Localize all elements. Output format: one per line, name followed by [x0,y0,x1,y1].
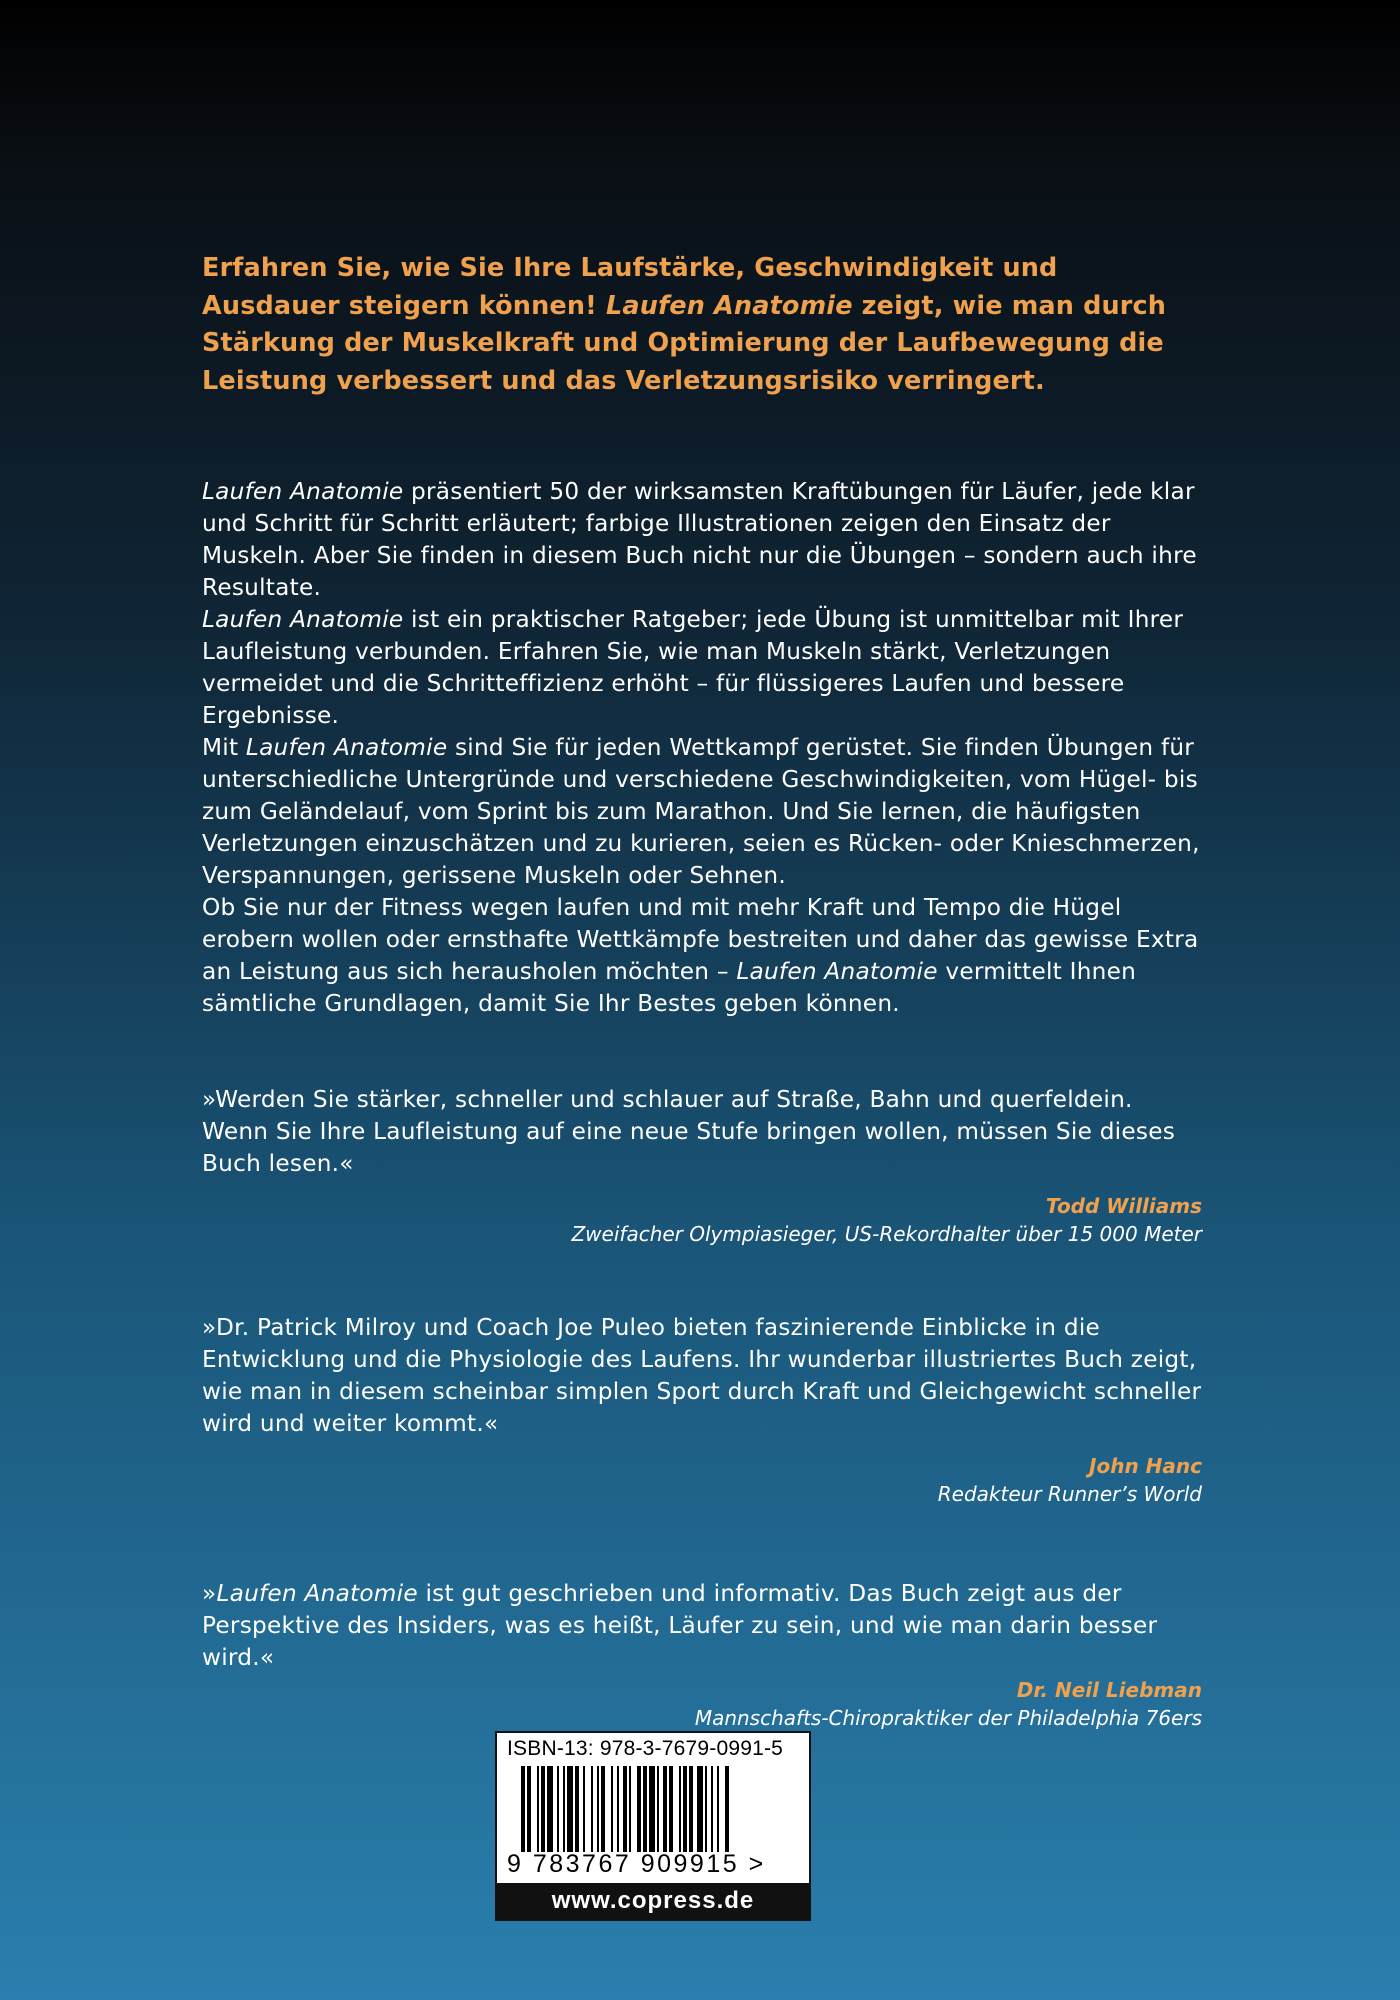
paragraph-text: präsentiert 50 der wirksamsten Kraftübungen für Läufer, jede klar und Schritt für Schritt erläutert; farbige Illustrationen zeigen den Einsatz der Muskeln. Aber Sie finden in diesem Buch nicht nur die Übungen – sondern auch ihre Resultate. [202,478,1197,601]
testimonial-author: Dr. Neil Liebman [1016,1678,1202,1702]
paragraph-text: ist ein praktischer Ratgeber; jede Übung ist unmittelbar mit Ihrer Laufleistung verbunden. Erfahren Sie, wie man Muskeln stärkt, Verletzungen vermeidet und die Schritteffizienz erhöht – für flüssigeres Laufen und bessere Ergebnisse. [202,606,1184,729]
description [202,476,1202,1020]
description-paragraph-2 [202,604,1202,732]
description-paragraph-1 [202,476,1202,604]
testimonial-1 [202,1084,1202,1248]
testimonial-attribution [202,1452,1202,1508]
paragraph-text: Ob Sie nur der Fitness wegen laufen und mit mehr Kraft und Tempo die Hügel erobern wollen oder ernsthafte Wettkämpfe bestreiten und daher das gewisse Extra an Leistung aus sich herausholen möchten – [202,894,1199,985]
book-title: Laufen Anatomie [216,1580,418,1607]
testimonial-role: Zweifacher Olympiasieger, US-Rekordhalter über 15 000 Meter [571,1222,1202,1246]
paragraph-text: Mit [202,734,246,761]
isbn-number: ISBN-13: 978-3-7679-0991-5 [507,1737,784,1760]
testimonial-author: John Hanc [1089,1454,1202,1478]
testimonial-role: Redakteur Runner’s World [937,1482,1202,1506]
intro-blurb [202,250,1202,400]
isbn-barcode [495,1731,811,1921]
testimonial-author: Todd Williams [1045,1194,1202,1218]
paragraph-text: sind Sie für jeden Wettkampf gerüstet. Sie finden Übungen für unterschiedliche Untergründe und verschiedene Geschwindigkeiten, vom Hügel- bis zum Geländelauf, vom Sprint bis zum Marathon. Und Sie lernen, die häufigsten Verletzungen einzuschätzen und zu kurieren, seien es Rücken- oder Knieschmerzen, Verspannungen, gerissene Muskeln oder Sehnen. [202,734,1200,889]
testimonial-text: »Dr. Patrick Milroy und Coach Joe Puleo bieten faszinierende Einblicke in die Entwicklung und die Physiologie des Laufens. Ihr wunderbar illustriertes Buch zeigt, wie man in diesem scheinbar simplen Sport durch Kraft und Gleichgewicht schneller wird und weiter kommt.« [202,1314,1202,1437]
intro-part2: zeigt, wie man durch Stärkung der Muskelkraft und Optimierung der Laufbewegung die Leistung verbessert und das Verletzungsrisiko verringert. [202,290,1167,396]
book-title: Laufen Anatomie [202,606,404,633]
back-cover-content [202,250,1202,1732]
paragraph-text: vermittelt Ihnen sämtliche Grundlagen, damit Sie Ihr Bestes geben können. [202,958,1137,1017]
testimonial-text: »Werden Sie stärker, schneller und schlauer auf Straße, Bahn und querfeldein. Wenn Sie Ihre Laufleistung auf eine neue Stufe bringen wollen, müssen Sie dieses Buch lesen.« [202,1086,1176,1177]
intro-book-title: Laufen Anatomie [605,290,853,321]
testimonial-attribution [202,1676,1202,1732]
testimonial-role: Mannschafts-Chiropraktiker der Philadelphia 76ers [694,1706,1202,1730]
testimonial-3 [202,1578,1202,1732]
barcode-digits: 9 783767 909915 > [507,1850,766,1878]
testimonial-2 [202,1312,1202,1508]
testimonial-text [202,1578,1202,1674]
book-title: Laufen Anatomie [736,958,938,985]
description-paragraph-4 [202,892,1202,1020]
publisher-url: www.copress.de [497,1883,809,1919]
quote-mark: » [202,1580,217,1607]
testimonial-attribution [202,1192,1202,1248]
book-title: Laufen Anatomie [245,734,448,761]
barcode-icon [507,1766,801,1852]
book-title: Laufen Anatomie [202,478,404,505]
testimonial-body: ist gut geschrieben und informativ. Das Buch zeigt aus der Perspektive des Insiders, was es heißt, Läufer zu sein, und wie man darin besser wird.« [202,1580,1158,1671]
intro-part1: Erfahren Sie, wie Sie Ihre Laufstärke, Geschwindigkeit und Ausdauer steigern können! [202,253,1058,321]
description-paragraph-3 [202,732,1202,892]
